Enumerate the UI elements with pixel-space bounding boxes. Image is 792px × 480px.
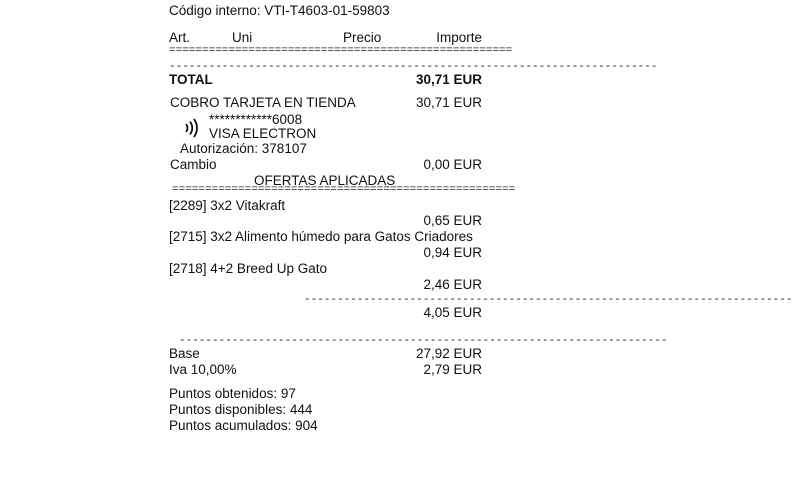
offer-amount: 0,94 EUR bbox=[423, 245, 482, 260]
payment-method: COBRO TARJETA EN TIENDA bbox=[170, 95, 356, 110]
offer-amount: 2,46 EUR bbox=[423, 277, 482, 292]
offers-double-separator: ==================================================== bbox=[172, 184, 516, 196]
offers-total: 4,05 EUR bbox=[423, 305, 482, 320]
tax-separator: -------------------------------------------------------------------------- bbox=[179, 335, 668, 347]
col-importe: Importe bbox=[436, 30, 482, 45]
col-uni: Uni bbox=[232, 30, 253, 45]
offers-subtotal-separator: -------------------------------------------------------------------------- bbox=[304, 294, 792, 306]
points-accumulated: Puntos acumulados: 904 bbox=[169, 418, 318, 433]
card-type: VISA ELECTRON bbox=[209, 126, 317, 141]
offer-amount: 0,65 EUR bbox=[423, 213, 482, 228]
total-value: 30,71 EUR bbox=[415, 72, 482, 87]
offer-name: [2715] 3x2 Alimento húmedo para Gatos Criadores bbox=[169, 229, 473, 244]
iva-label: Iva 10,00% bbox=[169, 362, 237, 377]
offers-title: OFERTAS APLICADAS bbox=[254, 173, 396, 188]
base-label: Base bbox=[169, 346, 200, 361]
points-available: Puntos disponibles: 444 bbox=[169, 402, 313, 417]
change-value: 0,00 EUR bbox=[423, 157, 482, 172]
points-obtained: Puntos obtenidos: 97 bbox=[169, 386, 296, 401]
total-label: TOTAL bbox=[169, 72, 213, 87]
dash-separator: -------------------------------------------------------------------------- bbox=[169, 61, 658, 73]
contactless-icon bbox=[182, 117, 204, 139]
payment-amount: 30,71 EUR bbox=[415, 95, 482, 110]
internal-code: Código interno: VTI-T4603-01-59803 bbox=[169, 3, 390, 18]
col-precio: Precio bbox=[343, 30, 382, 45]
base-value: 27,92 EUR bbox=[415, 346, 482, 361]
offer-name: [2718] 4+2 Breed Up Gato bbox=[169, 261, 327, 276]
col-art: Art. bbox=[169, 30, 191, 45]
change-label: Cambio bbox=[170, 157, 217, 172]
authorization: Autorización: 378107 bbox=[180, 141, 307, 156]
offer-name: [2289] 3x2 Vitakraft bbox=[169, 198, 286, 213]
double-separator: ==================================================== bbox=[169, 45, 513, 57]
card-number: ************6008 bbox=[209, 112, 303, 127]
iva-value: 2,79 EUR bbox=[423, 362, 482, 377]
